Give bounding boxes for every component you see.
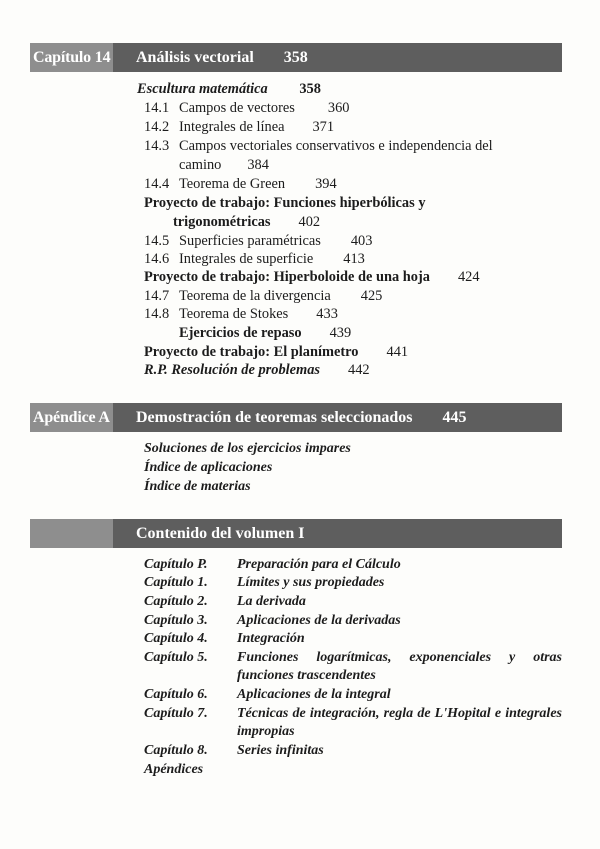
volume-label-empty <box>30 519 113 548</box>
toc-project-continuation[interactable] <box>173 213 320 231</box>
toc-project[interactable] <box>144 194 426 212</box>
section-title: Superficies paramétricas <box>179 233 321 249</box>
section-number: 14.2 <box>144 119 170 135</box>
section-title-continued: camino <box>179 157 222 173</box>
volume-chapter-label: Capítulo 1. <box>144 575 208 590</box>
volume-chapter[interactable] <box>144 686 391 704</box>
toc-intro-page: 358 <box>299 81 321 97</box>
project-title: Proyecto de trabajo: Hiperboloide de una hoja <box>144 269 430 285</box>
section-page: 360 <box>327 100 350 116</box>
toc-item[interactable] <box>144 305 338 323</box>
section-title: Teorema de la divergencia <box>179 288 331 304</box>
toc-project[interactable] <box>144 268 480 286</box>
review-title: Ejercicios de repaso <box>179 325 302 341</box>
volume-chapter-title: Funciones logarítmicas, exponenciales y otras funciones trascendentes <box>237 650 562 683</box>
section-title: Integrales de línea <box>179 119 285 135</box>
volume-chapter-label: Capítulo 4. <box>144 631 208 646</box>
volume-chapter-title: Límites y sus propiedades <box>237 575 385 590</box>
volume-chapter-title: Aplicaciones de la integral <box>237 687 391 702</box>
toc-item[interactable] <box>144 99 350 117</box>
volume-chapter-label: Capítulo P. <box>144 557 208 572</box>
section-title: Campos de vectores <box>179 100 295 116</box>
section-number: 14.1 <box>144 100 170 116</box>
toc-item[interactable] <box>144 250 365 268</box>
volume-chapter[interactable] <box>144 705 562 739</box>
section-page: 403 <box>350 233 373 249</box>
section-number: 14.6 <box>144 251 170 267</box>
volume-chapter[interactable] <box>144 649 562 683</box>
toc-project[interactable] <box>144 343 408 361</box>
section-page: 394 <box>315 176 337 192</box>
toc-item[interactable] <box>144 175 337 193</box>
section-number: 14.7 <box>144 288 170 304</box>
volume-chapter-label: Capítulo 6. <box>144 687 208 702</box>
volume-chapter-label: Capítulo 2. <box>144 594 208 609</box>
toc-item-continuation[interactable] <box>179 156 269 174</box>
section-title: Teorema de Green <box>179 176 286 192</box>
chapter-title-block <box>113 43 562 72</box>
volume-chapter[interactable] <box>144 556 401 574</box>
appendix-page: 445 <box>442 408 467 426</box>
project-page: 402 <box>298 214 321 230</box>
volume-chapter-title: Series infinitas <box>237 743 324 758</box>
volume-chapter[interactable] <box>144 612 401 630</box>
chapter-page: 358 <box>283 48 308 66</box>
section-number: 14.3 <box>144 138 170 154</box>
chapter-title: Análisis vectorial <box>136 48 254 66</box>
volume-chapter-title: Aplicaciones de la derivadas <box>237 613 401 628</box>
section-title: Integrales de superficie <box>179 251 314 267</box>
volume-chapter-title: Técnicas de integración, regla de L'Hopital e integrales impropias <box>237 706 562 739</box>
toc-problem-solving[interactable] <box>144 361 370 379</box>
volume-chapter[interactable] <box>144 593 306 611</box>
section-number: 14.4 <box>144 176 170 192</box>
volume-chapter-title: Integración <box>237 631 305 646</box>
volume-chapter-title: Preparación para el Cálculo <box>237 557 401 572</box>
problem-solving-title: R.P. Resolución de problemas <box>144 362 321 378</box>
project-title-continued: trigonométricas <box>173 214 271 230</box>
toc-item[interactable] <box>144 118 334 136</box>
volume-title-block <box>113 519 562 548</box>
volume-chapter-title: La derivada <box>237 594 306 609</box>
project-page: 441 <box>386 344 409 360</box>
volume-chapter[interactable] <box>144 574 385 592</box>
volume-chapter-label: Capítulo 3. <box>144 613 208 628</box>
project-title: Proyecto de trabajo: Funciones hiperbólicas y <box>144 195 426 211</box>
appendix-title-block <box>113 403 562 432</box>
appendix-title: Demostración de teoremas seleccionados <box>136 408 413 426</box>
problem-solving-page: 442 <box>348 362 370 378</box>
toc-item[interactable] <box>144 137 493 155</box>
chapter-label: Capítulo 14 <box>30 43 113 72</box>
volume-1-header <box>30 519 562 548</box>
volume-chapter[interactable] <box>144 630 305 648</box>
section-page: 433 <box>316 306 338 322</box>
section-page: 425 <box>360 288 383 304</box>
volume-chapter-label: Capítulo 7. <box>144 706 208 721</box>
toc-item[interactable] <box>144 232 372 250</box>
toc-review[interactable] <box>179 324 351 342</box>
volume-appendices[interactable]: Apéndices <box>144 762 204 777</box>
volume-chapter[interactable] <box>144 742 324 760</box>
appendix-item[interactable]: Soluciones de los ejercicios impares <box>144 441 351 456</box>
section-page: 413 <box>343 251 365 267</box>
appendix-item[interactable]: Índice de materias <box>144 479 251 494</box>
toc-intro[interactable] <box>137 80 321 98</box>
appendix-a-header <box>30 403 562 432</box>
chapter-14-header <box>30 43 562 72</box>
toc-item[interactable] <box>144 287 382 305</box>
section-page: 371 <box>312 119 335 135</box>
project-title: Proyecto de trabajo: El planímetro <box>144 344 359 360</box>
project-page: 424 <box>457 269 480 285</box>
section-number: 14.5 <box>144 233 170 249</box>
toc-intro-title: Escultura matemática <box>137 81 268 97</box>
volume-chapter-label: Capítulo 5. <box>144 650 208 665</box>
section-number: 14.8 <box>144 306 170 322</box>
review-page: 439 <box>329 325 352 341</box>
section-title: Teorema de Stokes <box>179 306 289 322</box>
section-page: 384 <box>247 157 269 173</box>
volume-chapter-label: Capítulo 8. <box>144 743 208 758</box>
appendix-item[interactable]: Índice de aplicaciones <box>144 460 273 475</box>
appendix-label: Apéndice A <box>30 403 113 432</box>
volume-title: Contenido del volumen I <box>136 524 305 542</box>
section-title: Campos vectoriales conservativos e independencia del <box>179 138 493 154</box>
